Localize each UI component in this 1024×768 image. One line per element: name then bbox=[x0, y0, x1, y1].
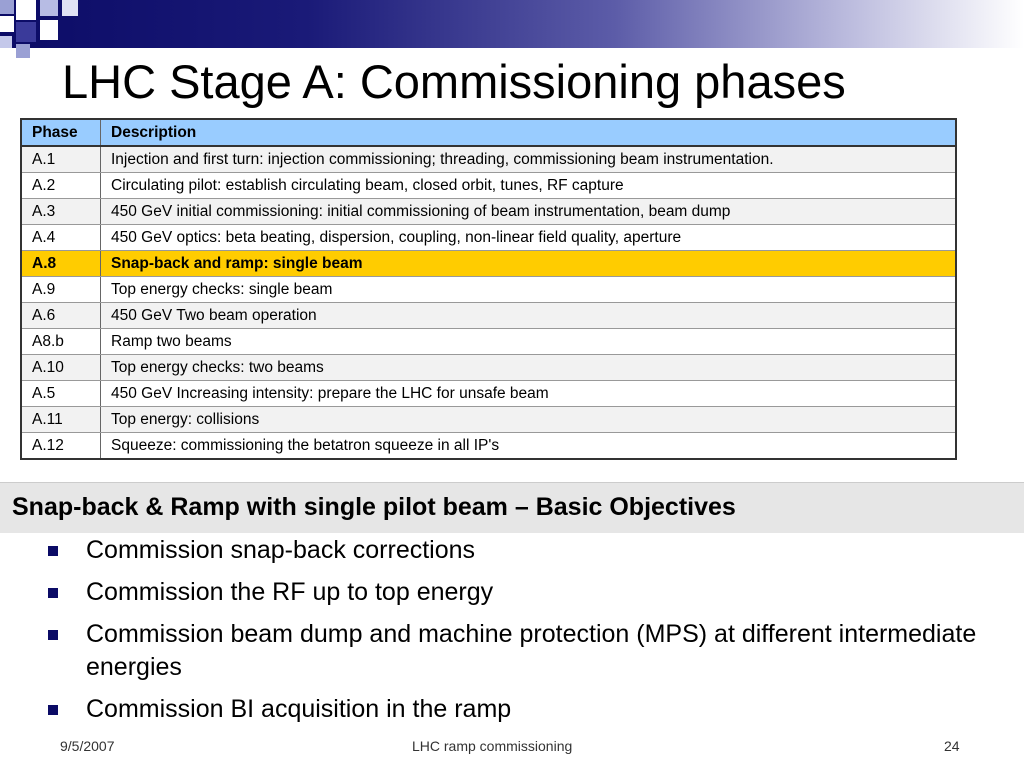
objectives-heading-bar bbox=[0, 482, 1024, 533]
phase-cell: A.9 bbox=[21, 277, 101, 303]
description-cell: Top energy checks: two beams bbox=[101, 355, 957, 381]
table-row bbox=[21, 407, 956, 433]
table-row bbox=[21, 225, 956, 251]
description-cell: 450 GeV Increasing intensity: prepare the LHC for unsafe beam bbox=[101, 381, 957, 407]
list-item bbox=[44, 534, 1004, 567]
table-row bbox=[21, 329, 956, 355]
table-row bbox=[21, 173, 956, 199]
square-bullet-icon bbox=[48, 546, 58, 556]
phase-cell: A.5 bbox=[21, 381, 101, 407]
phase-cell: A.3 bbox=[21, 199, 101, 225]
description-column-header: Description bbox=[101, 119, 957, 146]
table-row bbox=[21, 433, 956, 460]
table-row bbox=[21, 146, 956, 173]
table-header-row bbox=[21, 119, 956, 146]
table-row bbox=[21, 381, 956, 407]
phase-cell: A.4 bbox=[21, 225, 101, 251]
phase-cell: A.12 bbox=[21, 433, 101, 460]
description-cell: Injection and first turn: injection commissioning; threading, commissioning beam instrumentation. bbox=[101, 146, 957, 173]
square-bullet-icon bbox=[48, 588, 58, 598]
description-cell: Ramp two beams bbox=[101, 329, 957, 355]
objective-text: Commission beam dump and machine protection (MPS) at different intermediate energies bbox=[86, 620, 977, 681]
footer-date: 9/5/2007 bbox=[60, 738, 115, 754]
table-row bbox=[21, 355, 956, 381]
phase-cell: A.6 bbox=[21, 303, 101, 329]
phase-cell: A.1 bbox=[21, 146, 101, 173]
objectives-heading: Snap-back & Ramp with single pilot beam – Basic Objectives bbox=[12, 493, 736, 521]
square-bullet-icon bbox=[48, 630, 58, 640]
description-cell: Top energy: collisions bbox=[101, 407, 957, 433]
description-cell: Squeeze: commissioning the betatron squeeze in all IP's bbox=[101, 433, 957, 460]
phase-cell: A.8 bbox=[21, 251, 101, 277]
phase-column-header: Phase bbox=[21, 119, 101, 146]
footer-title: LHC ramp commissioning bbox=[412, 738, 573, 754]
description-cell: 450 GeV initial commissioning: initial commissioning of beam instrumentation, beam dump bbox=[101, 199, 957, 225]
slide-title: LHC Stage A: Commissioning phases bbox=[62, 55, 846, 108]
phase-cell: A.10 bbox=[21, 355, 101, 381]
objective-text: Commission snap-back corrections bbox=[86, 536, 476, 564]
objective-text: Commission BI acquisition in the ramp bbox=[86, 695, 512, 723]
highlighted-table-row bbox=[21, 251, 956, 277]
list-item bbox=[44, 576, 1004, 609]
objectives-list bbox=[44, 534, 1004, 735]
phase-cell: A8.b bbox=[21, 329, 101, 355]
table-row bbox=[21, 199, 956, 225]
phases-table bbox=[20, 118, 957, 460]
description-cell: 450 GeV optics: beta beating, dispersion, coupling, non-linear field quality, aperture bbox=[101, 225, 957, 251]
phase-cell: A.2 bbox=[21, 173, 101, 199]
list-item bbox=[44, 618, 1004, 684]
objective-text: Commission the RF up to top energy bbox=[86, 578, 494, 606]
list-item bbox=[44, 693, 1004, 726]
square-bullet-icon bbox=[48, 705, 58, 715]
header-band bbox=[0, 0, 1024, 48]
phase-cell: A.11 bbox=[21, 407, 101, 433]
description-cell: Snap-back and ramp: single beam bbox=[101, 251, 957, 277]
table-row bbox=[21, 277, 956, 303]
table-row bbox=[21, 303, 956, 329]
description-cell: Top energy checks: single beam bbox=[101, 277, 957, 303]
description-cell: 450 GeV Two beam operation bbox=[101, 303, 957, 329]
page-number: 24 bbox=[944, 738, 960, 754]
description-cell: Circulating pilot: establish circulating beam, closed orbit, tunes, RF capture bbox=[101, 173, 957, 199]
